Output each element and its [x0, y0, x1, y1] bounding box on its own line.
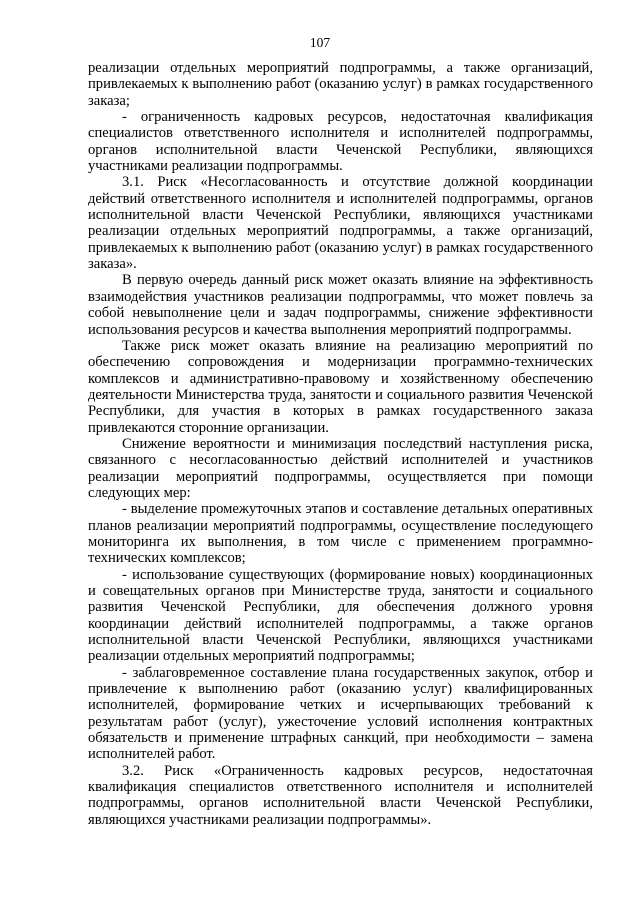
- paragraph-risk-3-1-effect: В первую очередь данный риск может оказать влияние на эффективность взаимодействия участников реализации подпрограммы, что может повлечь за собой невыполнение цели и задач подпрограммы, снижение эффективности использования ресурсов и качества выполнения мероприятий подпрограммы.: [88, 272, 593, 338]
- document-body: [88, 60, 593, 828]
- paragraph-mitigation-intro: Снижение вероятности и минимизация последствий наступления риска, связанного с несогласованностью действий исполнителей и участников реализации мероприятий подпрограммы, осуществляется при помощи следующих мер:: [88, 435, 593, 501]
- page-number: 107: [309, 35, 331, 50]
- paragraph-risk-3-1-impact: Также риск может оказать влияние на реализацию мероприятий по обеспечению сопровождения и модернизации программно-технических комплексов и административно-правовому и хозяйственному обеспечению деятельности Министерства труда, занятости и социального развития Чеченской Республики, для участия в которых в рамках государственного заказа привлекаются сторонние организации.: [88, 337, 593, 436]
- paragraph-risk-3-2: 3.2. Риск «Ограниченность кадровых ресурсов, недостаточная квалификация специалистов ответственного исполнителя и исполнителей подпрограммы, органов исполнительной власти Чеченской Республики, являющихся участниками реализации подпрограммы».: [88, 762, 593, 828]
- paragraph-continuation: реализации отдельных мероприятий подпрограммы, а также организаций, привлекаемых к выполнению работ (оказанию услуг) в рамках государственного заказа;: [88, 60, 593, 109]
- paragraph-measure-stages: - выделение промежуточных этапов и составление детальных оперативных планов реализации мероприятий подпрограммы, осуществление последующего мониторинга их выполнения, в том числе с применением программно-технических комплексов;: [88, 501, 593, 567]
- paragraph-measure-procurement: - заблаговременное составление плана государственных закупок, отбор и привлечение к выполнению работ (оказанию услуг) квалифицированных исполнителей, формирование четких и исчерпывающих требований к результатам работ (услуг), ужесточение условий исполнения контрактных обязательств и применение штрафных санкций, при необходимости – замена исполнителей работ.: [88, 664, 593, 763]
- paragraph-staff-limitation-item: - ограниченность кадровых ресурсов, недостаточная квалификация специалистов ответственного исполнителя и исполнителей подпрограммы, органов исполнительной власти Чеченской Республики, являющихся участниками реализации подпрограммы.: [88, 109, 593, 175]
- paragraph-risk-3-1: 3.1. Риск «Несогласованность и отсутствие должной координации действий ответственного исполнителя и исполнителей подпрограммы, органов исполнительной власти Чеченской Республики, являющихся участниками реализации отдельных мероприятий подпрограммы, а также организаций, привлекаемых к выполнению работ (оказанию услуг) в рамках государственного заказа».: [88, 174, 593, 273]
- paragraph-measure-coordination: - использование существующих (формирование новых) координационных и совещательных органов при Министерстве труда, занятости и социального развития Чеченской Республики, для обеспечения должного уровня координации действий исполнителей подпрограммы, а также органов исполнительной власти Чеченской Республики, являющихся участниками реализации отдельных мероприятий подпрограммы;: [88, 566, 593, 665]
